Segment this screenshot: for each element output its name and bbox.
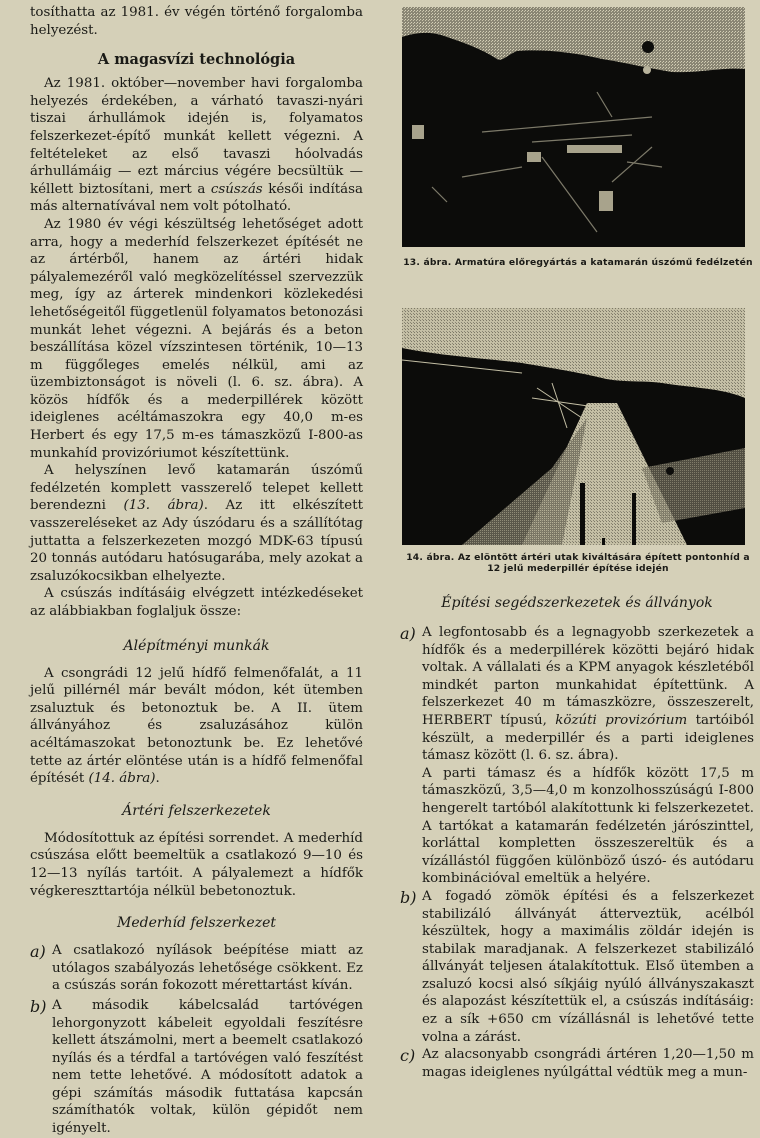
paragraph-1: Az 1981. október—november havi forgalomba helyezés érdekében, a várható tavaszi-nyári tiszai árhullámok idején is, folyamatos felszerkezet-építő munkát kellett végezni. A feltételeket az első tavaszi hóolvadás árhullámáig — ezt március végére becsültük — kéllett biztosítani, mert a csúszás késői indítása más alternatívával nem volt pótolható. (30, 76, 363, 215)
figure-14-photo (402, 308, 745, 545)
section-title-auxiliary-structures: Építési segédszerkezetek és állványok (441, 595, 713, 611)
subsection-title-floodplain: Ártéri felszerkezetek (122, 802, 271, 819)
photo-pontoon-bridge-image (402, 308, 745, 545)
paragraph-3: A helyszínen levő katamarán úszómű fedélzetén komplett vasszerelő telepet kellett berendezni (13. ábra). Az itt elkészített vasszereléseket az Ady úszódaru és a szállítótag juttatta a felszerkezeten mozgó MDK-63 típusú 20 tonnás autódaru hatósugarába, mely azokat a zsaluzókocsikban elhelyezte. (30, 463, 363, 584)
list-item-a: a) A csatlakozó nyílások beépítése miatt az utólagos szabályozás lehetősége csökkent. Ez a csúszás során fokozott mérettartást kíván. (30, 942, 363, 994)
list-item-b: b) A fogadó zömök építési és a felszerkezet stabilizáló állványát átterveztük, acélból készültek, hogy a maximális zöldár idején is stabilak maradjanak. A felszerkezet stabilizáló állványát teljesen átalakítottuk. Első ütemben a zsaluzó kocsi alsó síkjáig nyúló állványszakaszt és alapozást készítettük el, a csúszás indításáig: ez a sík +650 cm vízállásnál is lehetővé tette volna a zárást. (400, 887, 754, 1045)
intro-paragraph: tosíthatta az 1981. év végén történő forgalomba helyezést. (30, 5, 363, 38)
right-column-text (400, 594, 754, 1081)
list-marker: b) (400, 887, 417, 907)
list-marker: a) (400, 624, 416, 643)
photo-rebar-prefab-image (402, 7, 745, 247)
list-marker: c) (400, 1046, 416, 1066)
figure-13-photo (402, 7, 745, 247)
subsection-title-riverbed: Mederhíd felszerkezet (116, 915, 276, 932)
paragraph-4: A csúszás indításáig elvégzett intézkedéseket az alábbiakban foglaljuk össze: (30, 586, 363, 619)
paragraph-floodplain: Módosítottuk az építési sorrendet. A mederhíd csúszása előtt beemeltük a csatlakozó 9—10 és 12—13 nyílás tartóit. A pályalemezt a hídfők végkereszttartója nélkül bebetonoztuk. (30, 830, 363, 899)
list-item-c: c) Az alacsonyabb csongrádi ártéren 1,20—1,50 m magas ideiglenes nyúlgáttal védtük meg a mun- (400, 1046, 754, 1080)
list-marker: a) (30, 942, 46, 962)
paragraph-substructure: A csongrádi 12 jelű hídfő felmenőfalát, a 11 jelű pillérnél már bevált módon, két ütemben zsaluztuk és betonoztuk be. A II. ütem állványához és zsaluzásához külön acéltámaszokat betonoztunk be. Ez lehetővé tette az ártér elöntése után is a hídfő felmenőfal építését (14. ábra). (30, 665, 363, 787)
section-title-high-water: A magasvízi technológia (97, 51, 296, 69)
left-column (30, 0, 363, 1138)
list-marker: b) (30, 996, 47, 1016)
paragraph-2: Az 1980 év végi készültség lehetőséget adott arra, hogy a mederhíd felszerkezet építését ne az ártérből, hanem az ártéri hidak pályalemezéről való megközelítéssel szervezzük meg, így az árterek mindenkori közlekedési lehetőségeitől függetlenül folyamatos betonozási munkát lehet végezni. A bejárás és a beton beszállítása közel vízszintesen történik, 10—13 m függőleges emelés nélkül, ami az üzembiztonságot is növeli (l. 6. sz. ábra). A közös hídfők és a mederpillérek között ideiglenes acéltámaszokra egy 40,0 m-es Herbert és egy 17,5 m-es támaszközű I-800-as munkahíd provizóriumot készítettünk. (30, 216, 363, 461)
figure-14-caption: 14. ábra. Az elöntött ártéri utak kiváltására épített pontonhíd a 12 jelű mederpillér építése idején (406, 552, 750, 574)
list-item-a: a) A legfontosabb és a legnagyobb szerkezetek a hídfők és a mederpillérek közötti bejáró hidak voltak. A vállalati és a KPM anyagok készletéből mindkét parton munkahidat építettünk. A felszerkezet 40 m támaszközre, összeszerelt, HERBERT típusú, közúti provizórium tartóiból készült, a mederpillér és a parti ideiglenes támasz között (l. 6. sz. ábra). A parti támasz és a hídfők között 17,5 m támaszközű, 3,5—4,0 m konzolhosszúságú I-800 hengerelt tartóból alakítottunk ki felszerkezetet. A tartókat a katamarán fedélzetén járószinttel, korláttal kompletten összeszereltük és a vízállástól függően különböző úszó- és autódaru kombinációval emeltük a helyére. (400, 624, 754, 887)
subsection-title-substructure: Alépítményi munkák (123, 637, 270, 654)
figure-13-caption: 13. ábra. Armatúra előregyártás a katamarán úszómű fedélzetén (403, 257, 753, 268)
list-item-b: b) A második kábelcsalád tartóvégen lehorgonyzott kábeleit egyoldali feszítésre kellett átszámolni, mert a beemelt csatlakozó nyílás és a térdfal a tartóvégen való feszítést nem tette lehetővé. A módosított adatok a gépi számítás második futtatása kapcsán számíthatók voltak, külön gépidőt nem igényelt. (30, 996, 363, 1137)
